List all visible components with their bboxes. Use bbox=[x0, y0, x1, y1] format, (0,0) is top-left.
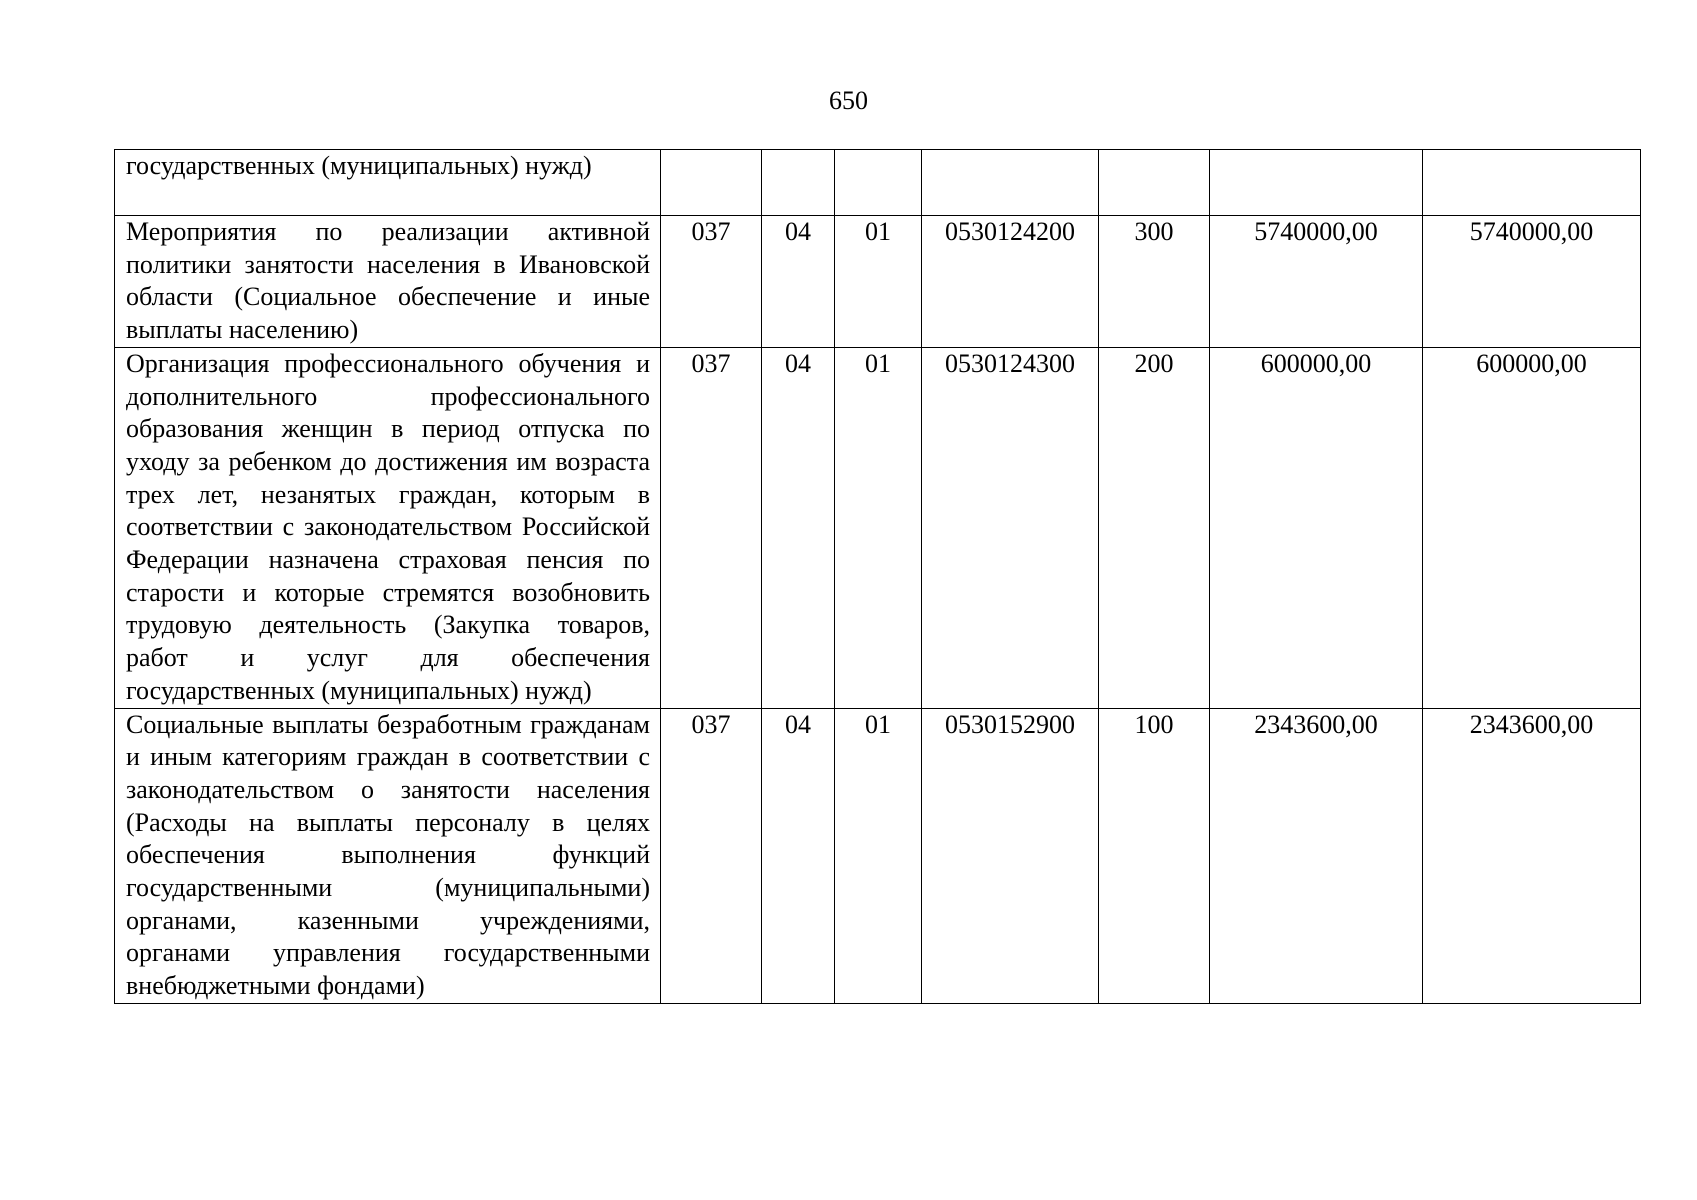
cell-target-article bbox=[922, 150, 1099, 216]
cell-grbs bbox=[661, 150, 762, 216]
cell-sum-1: 600000,00 bbox=[1210, 347, 1423, 708]
cell-subsection: 01 bbox=[835, 347, 922, 708]
cell-sum-2: 600000,00 bbox=[1423, 347, 1641, 708]
cell-expense-type: 300 bbox=[1099, 216, 1210, 348]
cell-grbs: 037 bbox=[661, 216, 762, 348]
cell-grbs: 037 bbox=[661, 347, 762, 708]
table-row-continuation bbox=[115, 150, 1641, 216]
cell-expense-type bbox=[1099, 150, 1210, 216]
cell-target-article: 0530152900 bbox=[922, 708, 1099, 1003]
cell-sum-1: 2343600,00 bbox=[1210, 708, 1423, 1003]
row-description: Организация профессионального обучения и дополнительного профессионального образования женщин в период отпуска по уходу за ребенком до достижения им возраста трех лет, незанятых граждан, которым в соответствии с законодательством Российской Федерации назначена страховая пенсия по старости и которые стремятся возобновить трудовую деятельность (Закупка товаров, работ и услуг для обеспечения государственных (муниципальных) нужд) bbox=[115, 347, 661, 708]
budget-table bbox=[114, 149, 1641, 1004]
table-row bbox=[115, 347, 1641, 708]
cell-section: 04 bbox=[762, 347, 835, 708]
cell-target-article: 0530124200 bbox=[922, 216, 1099, 348]
table-row bbox=[115, 216, 1641, 348]
cell-subsection: 01 bbox=[835, 216, 922, 348]
cell-sum-1 bbox=[1210, 150, 1423, 216]
cell-target-article: 0530124300 bbox=[922, 347, 1099, 708]
row-description: государственных (муниципальных) нужд) bbox=[115, 150, 661, 216]
cell-subsection bbox=[835, 150, 922, 216]
cell-sum-2: 5740000,00 bbox=[1423, 216, 1641, 348]
table-row bbox=[115, 708, 1641, 1003]
cell-expense-type: 200 bbox=[1099, 347, 1210, 708]
cell-subsection: 01 bbox=[835, 708, 922, 1003]
page-number: 650 bbox=[829, 86, 868, 115]
cell-section bbox=[762, 150, 835, 216]
cell-sum-2 bbox=[1423, 150, 1641, 216]
row-description: Мероприятия по реализации активной политики занятости населения в Ивановской области (Социальное обеспечение и иные выплаты населению) bbox=[115, 216, 661, 348]
cell-section: 04 bbox=[762, 708, 835, 1003]
cell-section: 04 bbox=[762, 216, 835, 348]
cell-sum-2: 2343600,00 bbox=[1423, 708, 1641, 1003]
cell-sum-1: 5740000,00 bbox=[1210, 216, 1423, 348]
cell-expense-type: 100 bbox=[1099, 708, 1210, 1003]
row-description: Социальные выплаты безработным гражданам и иным категориям граждан в соответствии с законодательством о занятости населения (Расходы на выплаты персоналу в целях обеспечения выполнения функций государственными (муниципальными) органами, казенными учреждениями, органами управления государственными внебюджетными фондами) bbox=[115, 708, 661, 1003]
cell-grbs: 037 bbox=[661, 708, 762, 1003]
